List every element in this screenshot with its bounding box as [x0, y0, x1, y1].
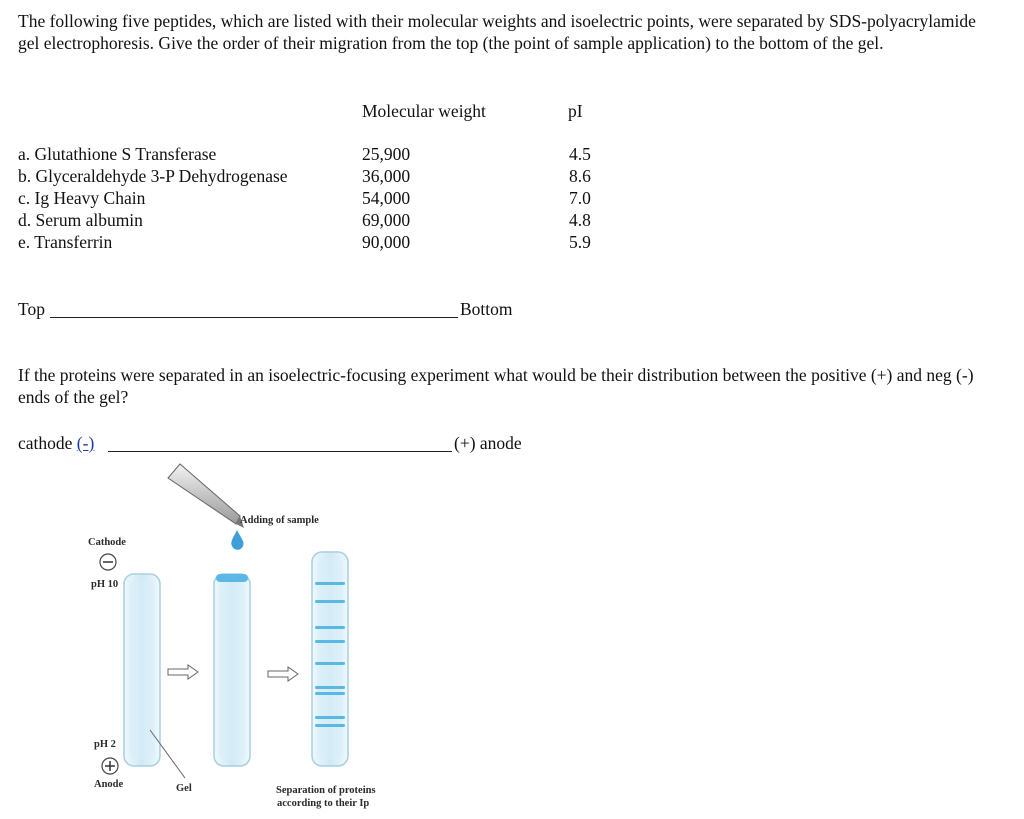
- protein-name: a. Glutathione S Transferase: [18, 144, 217, 164]
- figure-separation-label-2: according to their Ip: [277, 798, 370, 809]
- cathode-minus-icon: [100, 554, 116, 570]
- pi-value: 7.0: [569, 188, 591, 208]
- molecular-weight-value: 69,000: [362, 210, 411, 230]
- question-2-text: If the proteins were separated in an isoelectric-focusing experiment what would be their distribution between the positive (+) and neg (-) ends of the gel?: [18, 365, 974, 407]
- arrow-right-icon: [268, 667, 298, 681]
- molecular-weight-value: 36,000: [362, 166, 411, 186]
- molecular-weight-value: 90,000: [362, 232, 411, 252]
- protein-name: b. Glyceraldehyde 3-P Dehydrogenase: [18, 166, 288, 186]
- answer-anode-label: (+) anode: [454, 433, 522, 453]
- sample-drop-icon: [231, 530, 243, 550]
- cathode-sign-link[interactable]: (-): [76, 433, 95, 453]
- header-molecular-weight: Molecular weight: [362, 101, 486, 121]
- answer-bottom-label: Bottom: [460, 299, 513, 319]
- pi-value: 4.8: [569, 210, 591, 230]
- question-1-text: The following five peptides, which are listed with their molecular weights and isoelectric points, were separated by SDS-polyacrylamide gel electrophoresis. Give the order of their migration from the top (the point of sample application) to the bottom of the gel.: [18, 11, 976, 53]
- figure-separation-label-1: Separation of proteins: [276, 785, 376, 796]
- figure-adding-sample-label: Adding of sample: [240, 515, 319, 526]
- protein-name: d. Serum albumin: [18, 210, 143, 230]
- gel-tube-1: [124, 574, 160, 766]
- sample-band: [216, 574, 248, 582]
- pi-value: 8.6: [569, 166, 591, 186]
- protein-name: e. Transferrin: [18, 232, 113, 252]
- cathode-word: cathode: [18, 433, 73, 453]
- pipette-icon: [168, 464, 244, 528]
- pi-value: 4.5: [569, 144, 591, 164]
- header-pi: pI: [568, 101, 583, 121]
- figure-ph10-label: pH 10: [91, 579, 119, 590]
- figure-ph2-label: pH 2: [94, 739, 116, 750]
- molecular-weight-value: 54,000: [362, 188, 411, 208]
- gel-tube-3: [312, 552, 348, 766]
- gel-tube-2: [214, 574, 250, 766]
- figure-gel-label: Gel: [176, 783, 192, 794]
- pi-value: 5.9: [569, 232, 591, 252]
- protein-name: c. Ig Heavy Chain: [18, 188, 146, 208]
- molecular-weight-value: 25,900: [362, 144, 411, 164]
- figure-cathode-label: Cathode: [88, 537, 126, 548]
- arrow-right-icon: [168, 665, 198, 679]
- answer-top-label: Top: [18, 299, 45, 319]
- figure-anode-label: Anode: [94, 779, 124, 790]
- anode-plus-icon: [102, 758, 118, 774]
